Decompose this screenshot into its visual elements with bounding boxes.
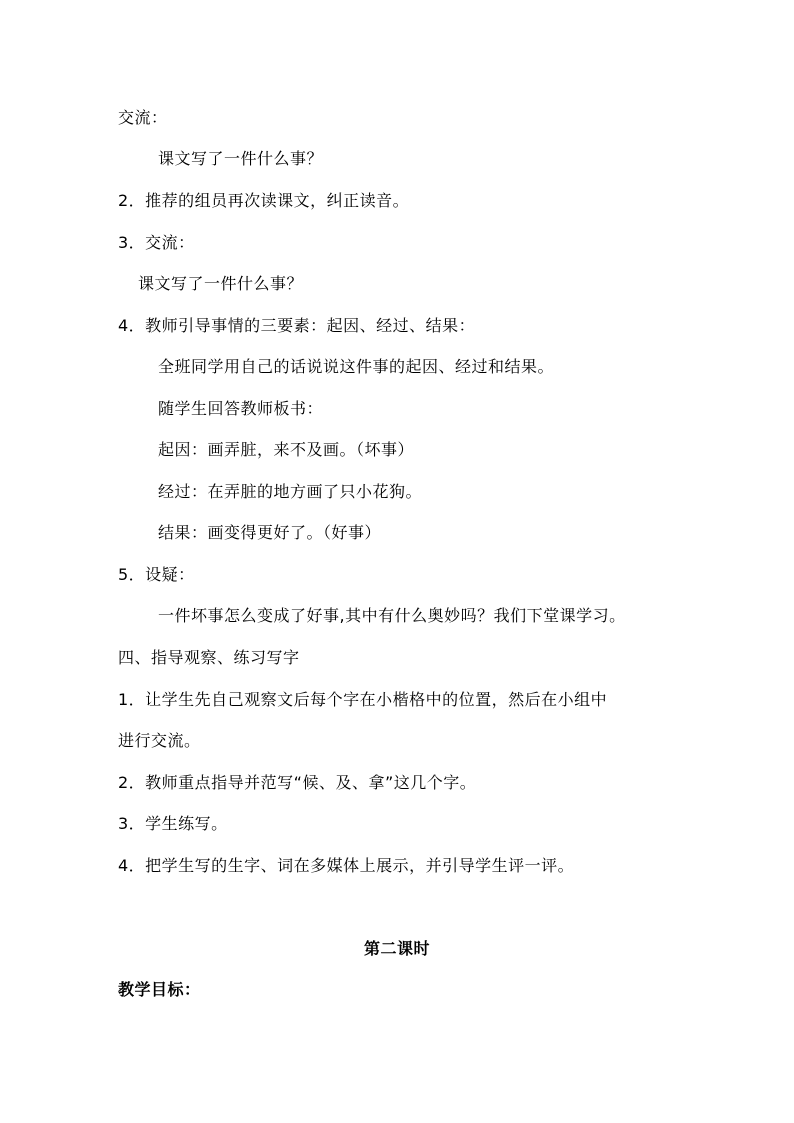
text-line: 四、指导观察、练习写字: [118, 648, 300, 667]
subheading: 教学目标：: [118, 980, 201, 999]
text-line: 4．教师引导事情的三要素：起因、经过、结果：: [118, 316, 476, 335]
text-line: 随学生回答教师板书：: [158, 399, 324, 418]
text-line: 进行交流。: [118, 731, 201, 750]
text-line: 课文写了一件什么事？: [138, 274, 304, 293]
section-title: 第二课时: [363, 939, 430, 958]
text-line: 2．推荐的组员再次读课文，纠正读音。: [118, 191, 410, 210]
text-line: 起因：画弄脏，来不及画。（坏事）: [158, 440, 415, 459]
text-line: 2．教师重点指导并范写“候、及、拿”这几个字。: [118, 773, 477, 792]
text-line: 全班同学用自己的话说说这件事的起因、经过和结果。: [158, 357, 555, 376]
text-line: 经过：在弄脏的地方画了只小花狗。: [158, 482, 423, 501]
text-line: 5．设疑：: [118, 565, 195, 584]
text-line: 结果：画变得更好了。（好事）: [158, 523, 382, 542]
text-line: 交流：: [118, 108, 168, 127]
text-line: 4．把学生写的生字、词在多媒体上展示，并引导学生评一评。: [118, 856, 575, 875]
text-line: 3．交流：: [118, 233, 195, 252]
text-line: 3．学生练写。: [118, 814, 228, 833]
text-line: 一件坏事怎么变成了好事,其中有什么奥妙吗？我们下堂课学习。: [158, 606, 626, 625]
text-line: 1．让学生先自己观察文后每个字在小楷格中的位置，然后在小组中: [118, 690, 608, 709]
text-line: 课文写了一件什么事？: [158, 149, 324, 168]
